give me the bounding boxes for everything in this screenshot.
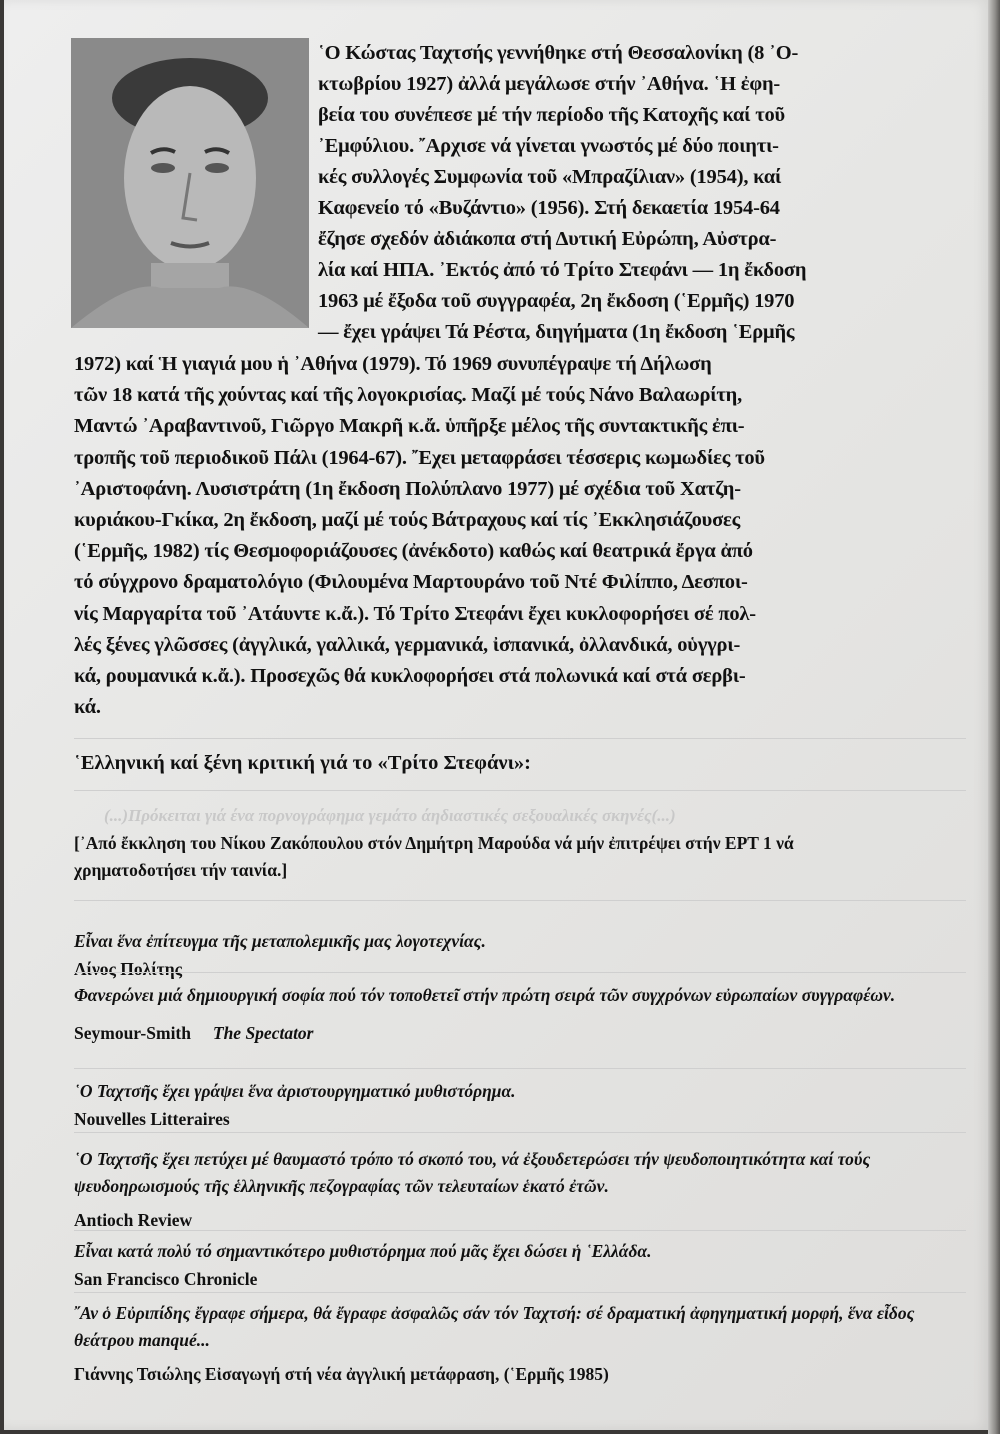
quote-author: Seymour-Smith [74, 1023, 191, 1043]
divider [74, 790, 966, 791]
bio-line: λία καί ΗΠΑ. ᾿Εκτός ἀπό τό Τρίτο Στεφάνι — 1η ἔκδοση [318, 259, 807, 281]
quote-text: Φανερώνει μιά δημιουργική σοφία πού τόν τοποθετεῖ στήν πρώτη σειρά τῶν συγχρόνων εὐρωπαίων συγγραφέων. [74, 985, 896, 1005]
bio-line: νίς Μαργαρίτα τοῦ ᾿Ατάυντε κ.ἄ.). Τό Τρίτο Στεφάνι ἔχει κυκλοφορήσει σέ πολ- [74, 602, 756, 625]
bio-line: κτωβρίου 1927) ἀλλά μεγάλωσε στήν ᾿Αθήνα. ῾Η ἐφη- [318, 73, 781, 95]
quote-source: Λίνος Πολίτης [74, 959, 183, 979]
divider [74, 1068, 966, 1069]
quote-item [74, 1300, 966, 1385]
divider [74, 972, 966, 973]
bio-line: τροπῆς τοῦ περιοδικοῦ Πάλι (1964-67). ῎Εχει μεταφράσει τέσσερις κωμωδίες τοῦ [74, 446, 765, 469]
note-line: [᾿Από ἔκκληση του Νίκου Ζακόπουλου στόν Δημήτρη Μαρούδα νά μήν ἐπιτρέψει στήν ΕΡΤ 1 νά [74, 833, 794, 853]
bio-line: ᾿Εμφύλιου. ῎Αρχισε νά γίνεται γνωστός μέ δύο ποιητι- [318, 135, 779, 157]
bio-line: ἔζησε σχεδόν ἀδιάκοπα στή Δυτική Εὐρώπη, Αὐστρα- [318, 228, 777, 250]
bio-line: τῶν 18 κατά τῆς χούντας καί τῆς λογοκρισίας. Μαζί μέ τούς Νάνο Βαλαωρίτη, [74, 384, 743, 407]
divider [74, 738, 966, 739]
divider [74, 900, 966, 901]
quote-text: ῾Ο Ταχτσῆς ἔχει πετύχει μέ θαυμαστό τρόπο τό σκοπό του, νά ἐξουδετερώσει τήν ψευδοποιητικότητα καί τούς ψευδοηρωισμούς τῆς ἑλληνικῆς πεζογραφίας τῶν τελευταίων ἑκατό ἐτῶν. [74, 1149, 871, 1196]
divider [74, 1230, 966, 1231]
faded-quote: (...)Πρόκειται γιά ένα πορνογράφημα γεμάτο άηδιαστικές σεξουαλικές σκηνές(...) [104, 806, 676, 825]
quote-publication: Nouvelles Litteraires [74, 1109, 230, 1129]
book-back-cover [4, 0, 990, 1430]
bio-line: Καφενείο τό «Βυζάντιο» (1956). Στή δεκαετία 1954-64 [318, 197, 780, 219]
bio-line: κά. [74, 696, 101, 719]
bio-line: λές ξένες γλῶσσες (ἀγγλικά, γαλλικά, γερμανικά, ἰσπανικά, ὀλλανδικά, οὑγγρι- [74, 633, 741, 656]
author-portrait [71, 38, 309, 328]
editorial-note [74, 830, 966, 884]
author-bio-continued [74, 349, 966, 723]
quote-text: ῎Αν ὁ Εὐριπίδης ἔγραφε σήμερα, θά ἔγραφε ἀσφαλῶς σάν τόν Ταχτσή: σέ δραματική ἀφηγηματική μορφή, ἕνα εἶδος θεάτρου manqué... [74, 1303, 915, 1350]
bio-line: (῾Ερμῆς, 1982) τίς Θεσμοφοριάζουσες (ἀνέκδοτο) καθώς καί θεατρικά ἔργα ἀπό [74, 540, 753, 563]
portrait-image [71, 38, 309, 328]
bio-line: 1963 μέ ἔξοδα τοῦ συγγραφέα, 2η ἔκδοση (῾Ερμῆς) 1970 [318, 290, 795, 312]
divider [74, 1132, 966, 1133]
bio-line: κές συλλογές Συμφωνία τοῦ «Μπραζίλιαν» (1954), καί [318, 166, 782, 188]
critics-heading: ῾Ελληνική καί ξένη κριτική γιά το «Τρίτο Στεφάνι»: [74, 752, 532, 774]
bio-line: ῾Ο Κώστας Ταχτσής γεννήθηκε στή Θεσσαλονίκη (8 ᾿Ο- [318, 42, 799, 64]
author-bio [318, 38, 966, 348]
bio-line: ᾿Αριστοφάνη. Λυσιστράτη (1η ἔκδοση Πολύπλανο 1977) μέ σχέδια τοῦ Χατζη- [74, 477, 741, 500]
quote-source [74, 1023, 966, 1044]
quote-text: Εἶναι κατά πολύ τό σημαντικότερο μυθιστόρημα πού μᾶς ἔχει δώσει ἡ ῾Ελλάδα. [74, 1241, 652, 1261]
bio-line: — ἔχει γράψει Τά Ρέστα, διηγήματα (1η ἔκδοση ῾Ερμῆς [318, 321, 795, 343]
bio-line: βεία του συνέπεσε μέ τήν περίοδο τῆς Κατοχῆς καί τοῦ [318, 104, 785, 126]
quote-publication: The Spectator [212, 1023, 314, 1043]
quote-source: Γιάννης Τσιώλης Εἰσαγωγή στή νέα ἀγγλική μετάφραση, (῾Ερμῆς 1985) [74, 1364, 609, 1384]
bio-line: Μαντώ ᾿Αραβαντινοῦ, Γιῶργο Μακρῆ κ.ἄ. ὑπῆρξε μέλος τῆς συντακτικῆς ἐπι- [74, 415, 745, 438]
bio-line: τό σύγχρονο δραματολόγιο (Φιλουμένα Μαρτουράνο τοῦ Ντέ Φιλίππο, Δεσποι- [74, 571, 748, 594]
bio-line: κυριάκου-Γκίκα, 2η ἔκδοση, μαζί μέ τούς Βάτραχους καί τίς ᾿Εκκλησιάζουσες [74, 509, 741, 532]
note-line: χρηματοδοτήσει τήν ταινία.] [74, 860, 288, 880]
divider [74, 1292, 966, 1293]
quote-item [74, 982, 966, 1044]
bio-line: κά, ρουμανικά κ.ἄ.). Προσεχῶς θά κυκλοφορήσει στά πολωνικά καί στά σερβι- [74, 665, 746, 688]
quote-text: ῾Ο Ταχτσῆς ἔχει γράψει ἕνα ἀριστουργηματικό μυθιστόρημα. [74, 1081, 516, 1101]
quote-item [74, 1146, 966, 1231]
quote-item [74, 1238, 966, 1290]
quote-item [74, 1078, 966, 1130]
quote-text: Εἶναι ἕνα ἐπίτευγμα τῆς μεταπολεμικῆς μας λογοτεχνίας. [74, 931, 486, 951]
quote-publication: San Francisco Chronicle [74, 1269, 258, 1289]
book-edge [988, 0, 1000, 1434]
quote-publication: Antioch Review [74, 1210, 193, 1230]
bio-line: 1972) καί Ἡ γιαγιά μου ἡ ᾿Αθήνα (1979). Τό 1969 συνυπέγραψε τή Δήλωση [74, 353, 712, 375]
